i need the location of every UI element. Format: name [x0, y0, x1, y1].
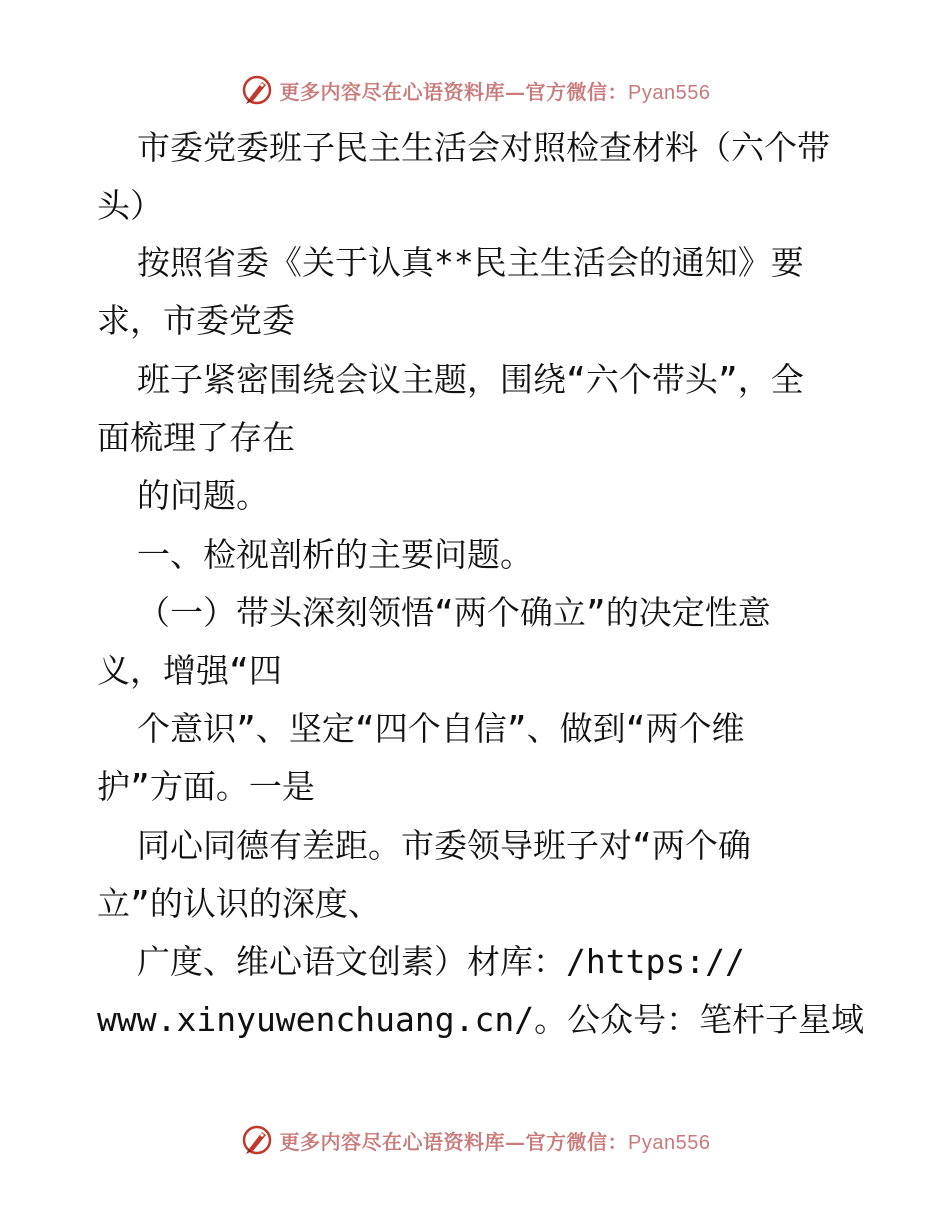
text-line: 个意识”、坚定“四个自信”、做到“两个维: [137, 709, 745, 748]
text-line: 的问题。: [137, 476, 269, 515]
text-line: www.xinyuwenchuang.cn/。公众号：笔杆子星域: [97, 1000, 865, 1039]
header-banner-text: 更多内容尽在心语资料库—官方微信：Pyan556: [279, 79, 711, 104]
text-line: 同心同德有差距。市委领导班子对“两个确: [137, 826, 751, 865]
subsection-heading: （一）带头深刻领悟“两个确立”的决定性意: [137, 593, 771, 632]
header-banner: [0, 70, 950, 110]
text-line: 班子紧密围绕会议主题，围绕“六个带头”，全: [137, 360, 804, 399]
footer-wechat-id: Pyan556: [628, 1131, 711, 1154]
text-line: 求，市委党委: [97, 301, 295, 340]
text-line: 立”的认识的深度、: [97, 884, 381, 923]
text-line: 义，增强“四: [97, 651, 282, 690]
text-line: 护”方面。一是: [97, 767, 315, 806]
text-line: 按照省委《关于认真**民主生活会的通知》要: [137, 243, 804, 282]
text-line: 市委党委班子民主生活会对照检查材料（六个带: [137, 128, 830, 167]
section-heading: 一、检视剖析的主要问题。: [137, 535, 533, 574]
footer-banner: [0, 1120, 950, 1160]
header-wechat-id: Pyan556: [628, 81, 711, 104]
text-line: 面梳理了存在: [97, 418, 295, 457]
footer-banner-text: 更多内容尽在心语资料库—官方微信：Pyan556: [279, 1129, 711, 1154]
text-line: 广度、维心语文创素）材库：/https://: [137, 942, 745, 981]
fountain-pen-logo-icon: [240, 1123, 274, 1157]
text-line: 头）: [97, 186, 163, 225]
fountain-pen-logo-icon: [240, 73, 274, 107]
